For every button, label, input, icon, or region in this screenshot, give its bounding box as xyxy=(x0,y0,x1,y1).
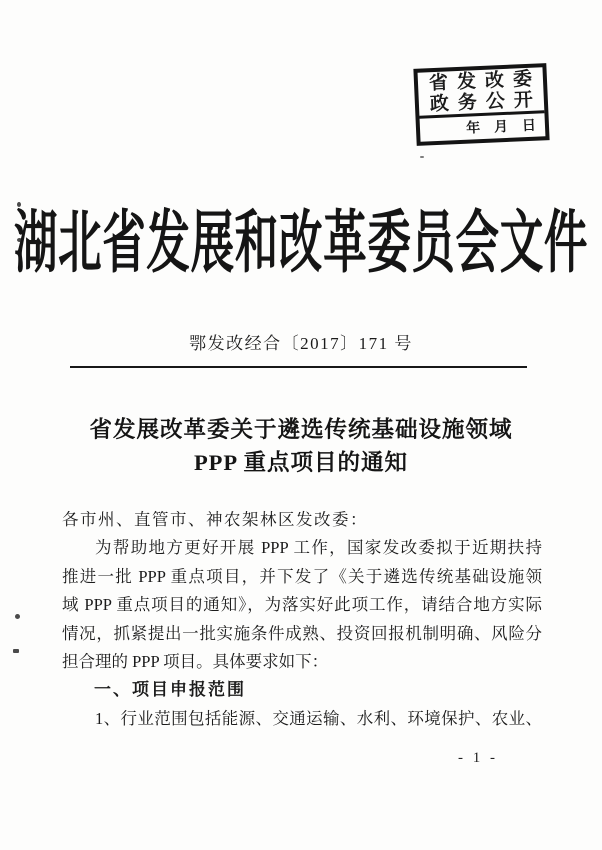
body-line: 为帮助地方更好开展 PPP 工作，国家发改委拟于近期扶持 xyxy=(95,538,542,558)
agency-masthead-title: 湖北省发展和改革委员会文件 xyxy=(13,205,589,281)
scan-speck xyxy=(15,614,20,619)
body-line: 1、行业范围包括能源、交通运输、水利、环境保护、农业、 xyxy=(95,708,542,728)
body-line: 域 PPP 重点项目的通知》，为落实好此项工作，请结合地方实际 xyxy=(62,595,542,615)
document-title-line1: 省发展改革委关于遴选传统基础设施领域 xyxy=(89,417,513,442)
stamp-agency-line1: 省发改委 xyxy=(428,68,542,95)
section-heading: 一、项目申报范围 xyxy=(94,680,246,700)
divider-line xyxy=(70,366,527,368)
salutation-line: 各市州、直管市、神农架林区发改委： xyxy=(62,510,368,529)
scan-speck xyxy=(420,156,424,158)
document-title-line2: PPP 重点项目的通知 xyxy=(193,450,409,475)
stamp-agency-block xyxy=(418,67,545,118)
body-line: 情况，抓紧提出一批实施条件成熟、投资回报机制明确、风险分 xyxy=(62,623,542,643)
stamp-agency-line2: 政务公开 xyxy=(429,89,543,116)
scan-speck xyxy=(13,649,19,653)
stamp-date-row: 年 月 日 xyxy=(465,116,537,136)
public-disclosure-stamp xyxy=(413,63,549,146)
body-line: 推进一批 PPP 重点项目，并下发了《关于遴选传统基础设施领 xyxy=(62,566,542,586)
document-title xyxy=(0,413,602,479)
document-number: 鄂发改经合〔2017〕171 号 xyxy=(189,334,413,353)
body-line: 担合理的 PPP 项目。具体要求如下： xyxy=(62,651,329,671)
page-number: - 1 - xyxy=(458,750,498,766)
document-body xyxy=(62,506,542,733)
